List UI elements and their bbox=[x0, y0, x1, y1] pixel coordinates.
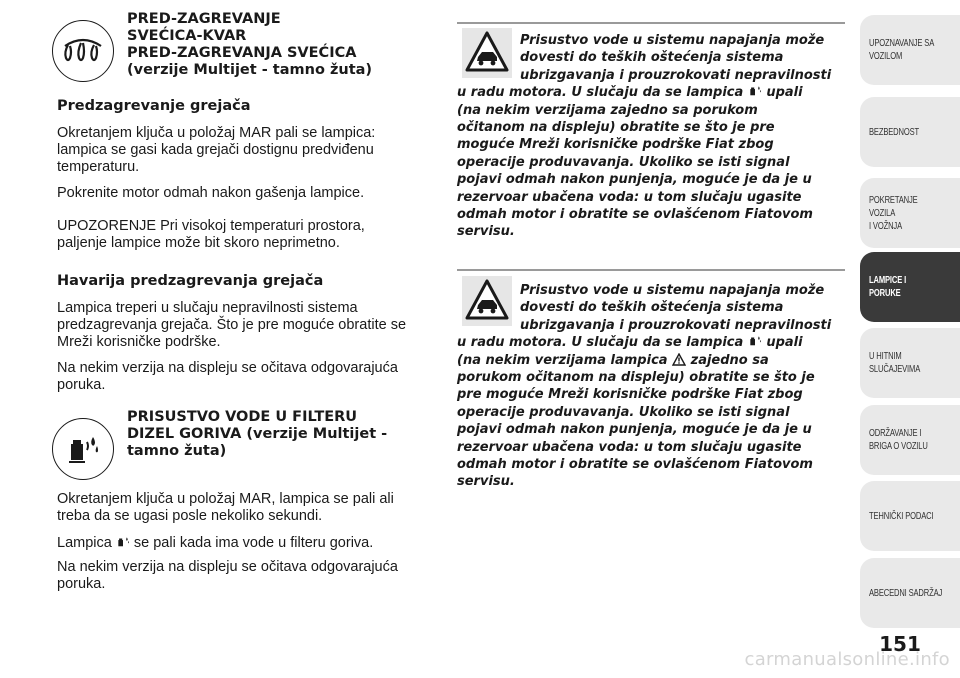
paragraph-warning bbox=[57, 218, 447, 252]
tab-label: POKRETANJE VOZILA I VOŽNJA bbox=[869, 193, 918, 232]
tab-label: TEHNIČKI PODACI bbox=[869, 509, 934, 522]
tab-label: BEZBEDNOST bbox=[869, 125, 919, 138]
text-line: operacije produvavanja. Ukoliko se isti signal bbox=[457, 154, 790, 170]
text-line: temperaturu. bbox=[57, 159, 140, 175]
text-line: poruka. bbox=[57, 576, 106, 592]
text-line: ubrizgavanja i prouzrokovati nepravilnosti bbox=[520, 67, 832, 83]
tab-lampice[interactable] bbox=[860, 252, 960, 322]
tab-label: ODRŽAVANJE I BRIGA O VOZILU bbox=[869, 427, 928, 452]
paragraph-with-icon bbox=[57, 535, 452, 552]
text-line: servisu. bbox=[457, 474, 515, 490]
water-in-fuel-heading bbox=[127, 409, 447, 460]
text-line bbox=[457, 352, 849, 369]
text-line: Okretanjem ključa u položaj MAR, lampica se pali ali bbox=[57, 491, 394, 507]
text-segment: upali bbox=[766, 335, 803, 351]
heading-line: PRED-ZAGREVANJE bbox=[127, 11, 281, 27]
text-segment: se pali kada ima vode u filteru goriva. bbox=[133, 535, 374, 551]
heading-line: DIZEL GORIVA (verzije Multijet - bbox=[127, 426, 388, 442]
warning-box-1 bbox=[457, 32, 849, 241]
heading-line: tamno žuta) bbox=[127, 443, 227, 459]
text-line: operacije produvavanja. Ukoliko se isti signal bbox=[457, 404, 790, 420]
water-in-fuel-icon bbox=[116, 535, 130, 549]
tab-odrzavanje[interactable] bbox=[860, 405, 960, 475]
tab-pokretanje[interactable] bbox=[860, 178, 960, 248]
text-line: paljenje lampice može bit skoro neprimetno. bbox=[57, 235, 340, 251]
tab-tehnicki[interactable] bbox=[860, 481, 960, 551]
text-segment: Lampica bbox=[57, 535, 112, 551]
text-line: porukom očitanom na displeju) obratite se što je bbox=[457, 370, 815, 386]
text-line: Na nekim verzija na displeju se očitava odgovarajuća bbox=[57, 360, 398, 376]
tab-label: UPOZNAVANJE SA VOZILOM bbox=[869, 37, 935, 62]
tab-label: LAMPICE I PORUKE bbox=[869, 274, 907, 299]
text-line: moguće Mreži korisničke podrške Fiat zbog bbox=[457, 137, 774, 153]
text-line: poruka. bbox=[57, 377, 106, 393]
text-line: odmah motor i obratite se ovlašćenom Fiatovom bbox=[457, 207, 813, 223]
subheading-failure: Havarija predzagrevanja grejača bbox=[57, 273, 324, 289]
divider bbox=[457, 22, 845, 24]
text-line: ubrizgavanja i prouzrokovati nepravilnosti bbox=[520, 317, 832, 333]
paragraph: Pokrenite motor odmah nakon gašenja lampice. bbox=[57, 185, 365, 201]
text-line: očitanom na displeju) obratite se što je pre bbox=[457, 120, 775, 136]
glow-plug-icon bbox=[61, 36, 105, 66]
text-line bbox=[457, 334, 849, 351]
paragraph bbox=[57, 300, 452, 351]
water-in-fuel-icon-badge bbox=[52, 418, 114, 480]
text-line: rezervoar ubačena voda: u tom slučaju ugasite bbox=[457, 439, 802, 455]
paragraph bbox=[57, 360, 452, 394]
tab-hitni[interactable] bbox=[860, 328, 960, 398]
paragraph bbox=[57, 559, 452, 593]
text-line: pojavi odmah nakon punjenja, moguće je da je u bbox=[457, 172, 812, 188]
tab-abecedni[interactable] bbox=[860, 558, 960, 628]
text-line: servisu. bbox=[457, 224, 515, 240]
watermark: carmanualsonline.info bbox=[744, 649, 950, 670]
water-in-fuel-icon bbox=[748, 84, 762, 98]
text-line: rezervoar ubačena voda: u tom slučaju ugasite bbox=[457, 189, 802, 205]
text-segment: (na nekim verzijama lampica bbox=[457, 352, 668, 368]
text-line: Mreži korisničke podrške. bbox=[57, 334, 221, 350]
text-line: UPOZORENJE Pri visokoj temperaturi prostora, bbox=[57, 218, 365, 234]
heading-line: PRED-ZAGREVANJA SVEĆICA bbox=[127, 45, 357, 61]
paragraph bbox=[57, 125, 447, 176]
glow-plug-icon-badge bbox=[52, 20, 114, 82]
text-line: dovesti do teških oštećenja sistema bbox=[520, 50, 784, 66]
text-line: Lampica treperi u slučaju nepravilnosti sistema bbox=[57, 300, 358, 316]
divider bbox=[457, 269, 845, 271]
subheading-preheating: Predzagrevanje grejača bbox=[57, 98, 251, 114]
text-line: odmah motor i obratite se ovlašćenom Fiatovom bbox=[457, 457, 813, 473]
text-line: Okretanjem ključa u položaj MAR pali se lampica: bbox=[57, 125, 376, 141]
text-line: pojavi odmah nakon punjenja, moguće je da je u bbox=[457, 422, 812, 438]
paragraph bbox=[57, 491, 452, 525]
text-line: Prisustvo vode u sistemu napajanja može bbox=[520, 283, 825, 298]
warning-triangle-icon bbox=[672, 353, 686, 366]
page-number: 151 bbox=[879, 632, 921, 656]
tab-upoznavanje[interactable] bbox=[860, 15, 960, 85]
heading-line: PRISUSTVO VODE U FILTERU bbox=[127, 409, 358, 425]
glow-plug-heading bbox=[127, 11, 427, 79]
text-segment: u radu motora. U slučaju da se lampica bbox=[457, 85, 744, 101]
text-line bbox=[457, 84, 849, 101]
tab-label: ABECEDNI SADRŽAJ bbox=[869, 586, 943, 599]
water-in-fuel-icon bbox=[748, 334, 762, 348]
text-line: (na nekim verzijama zajedno sa porukom bbox=[457, 102, 758, 118]
text-line: treba da se ugasi posle nekoliko sekundi. bbox=[57, 508, 323, 524]
text-line: pre moguće Mreži korisničke podrške Fiat zbog bbox=[457, 387, 803, 403]
heading-line: (verzije Multijet - tamno žuta) bbox=[127, 62, 373, 78]
water-in-fuel-icon bbox=[65, 432, 101, 466]
text-line: predzagrevanja grejača. Što je pre moguće obratite se bbox=[57, 317, 407, 333]
text-line: Na nekim verzija na displeju se očitava odgovarajuća bbox=[57, 559, 398, 575]
tab-bezbednost[interactable] bbox=[860, 97, 960, 167]
tab-label: U HITNIM SLUČAJEVIMA bbox=[869, 350, 921, 375]
text-line: lampica se gasi kada grejači dostignu predviđenu bbox=[57, 142, 374, 158]
text-segment: zajedno sa bbox=[690, 352, 769, 368]
text-line: Prisustvo vode u sistemu napajanja može bbox=[520, 33, 825, 48]
heading-line: SVEĆICA-KVAR bbox=[127, 28, 247, 44]
text-line: dovesti do teških oštećenja sistema bbox=[520, 300, 784, 316]
text-segment: u radu motora. U slučaju da se lampica bbox=[457, 335, 744, 351]
text-segment: upali bbox=[766, 85, 803, 101]
warning-box-2 bbox=[457, 282, 849, 491]
